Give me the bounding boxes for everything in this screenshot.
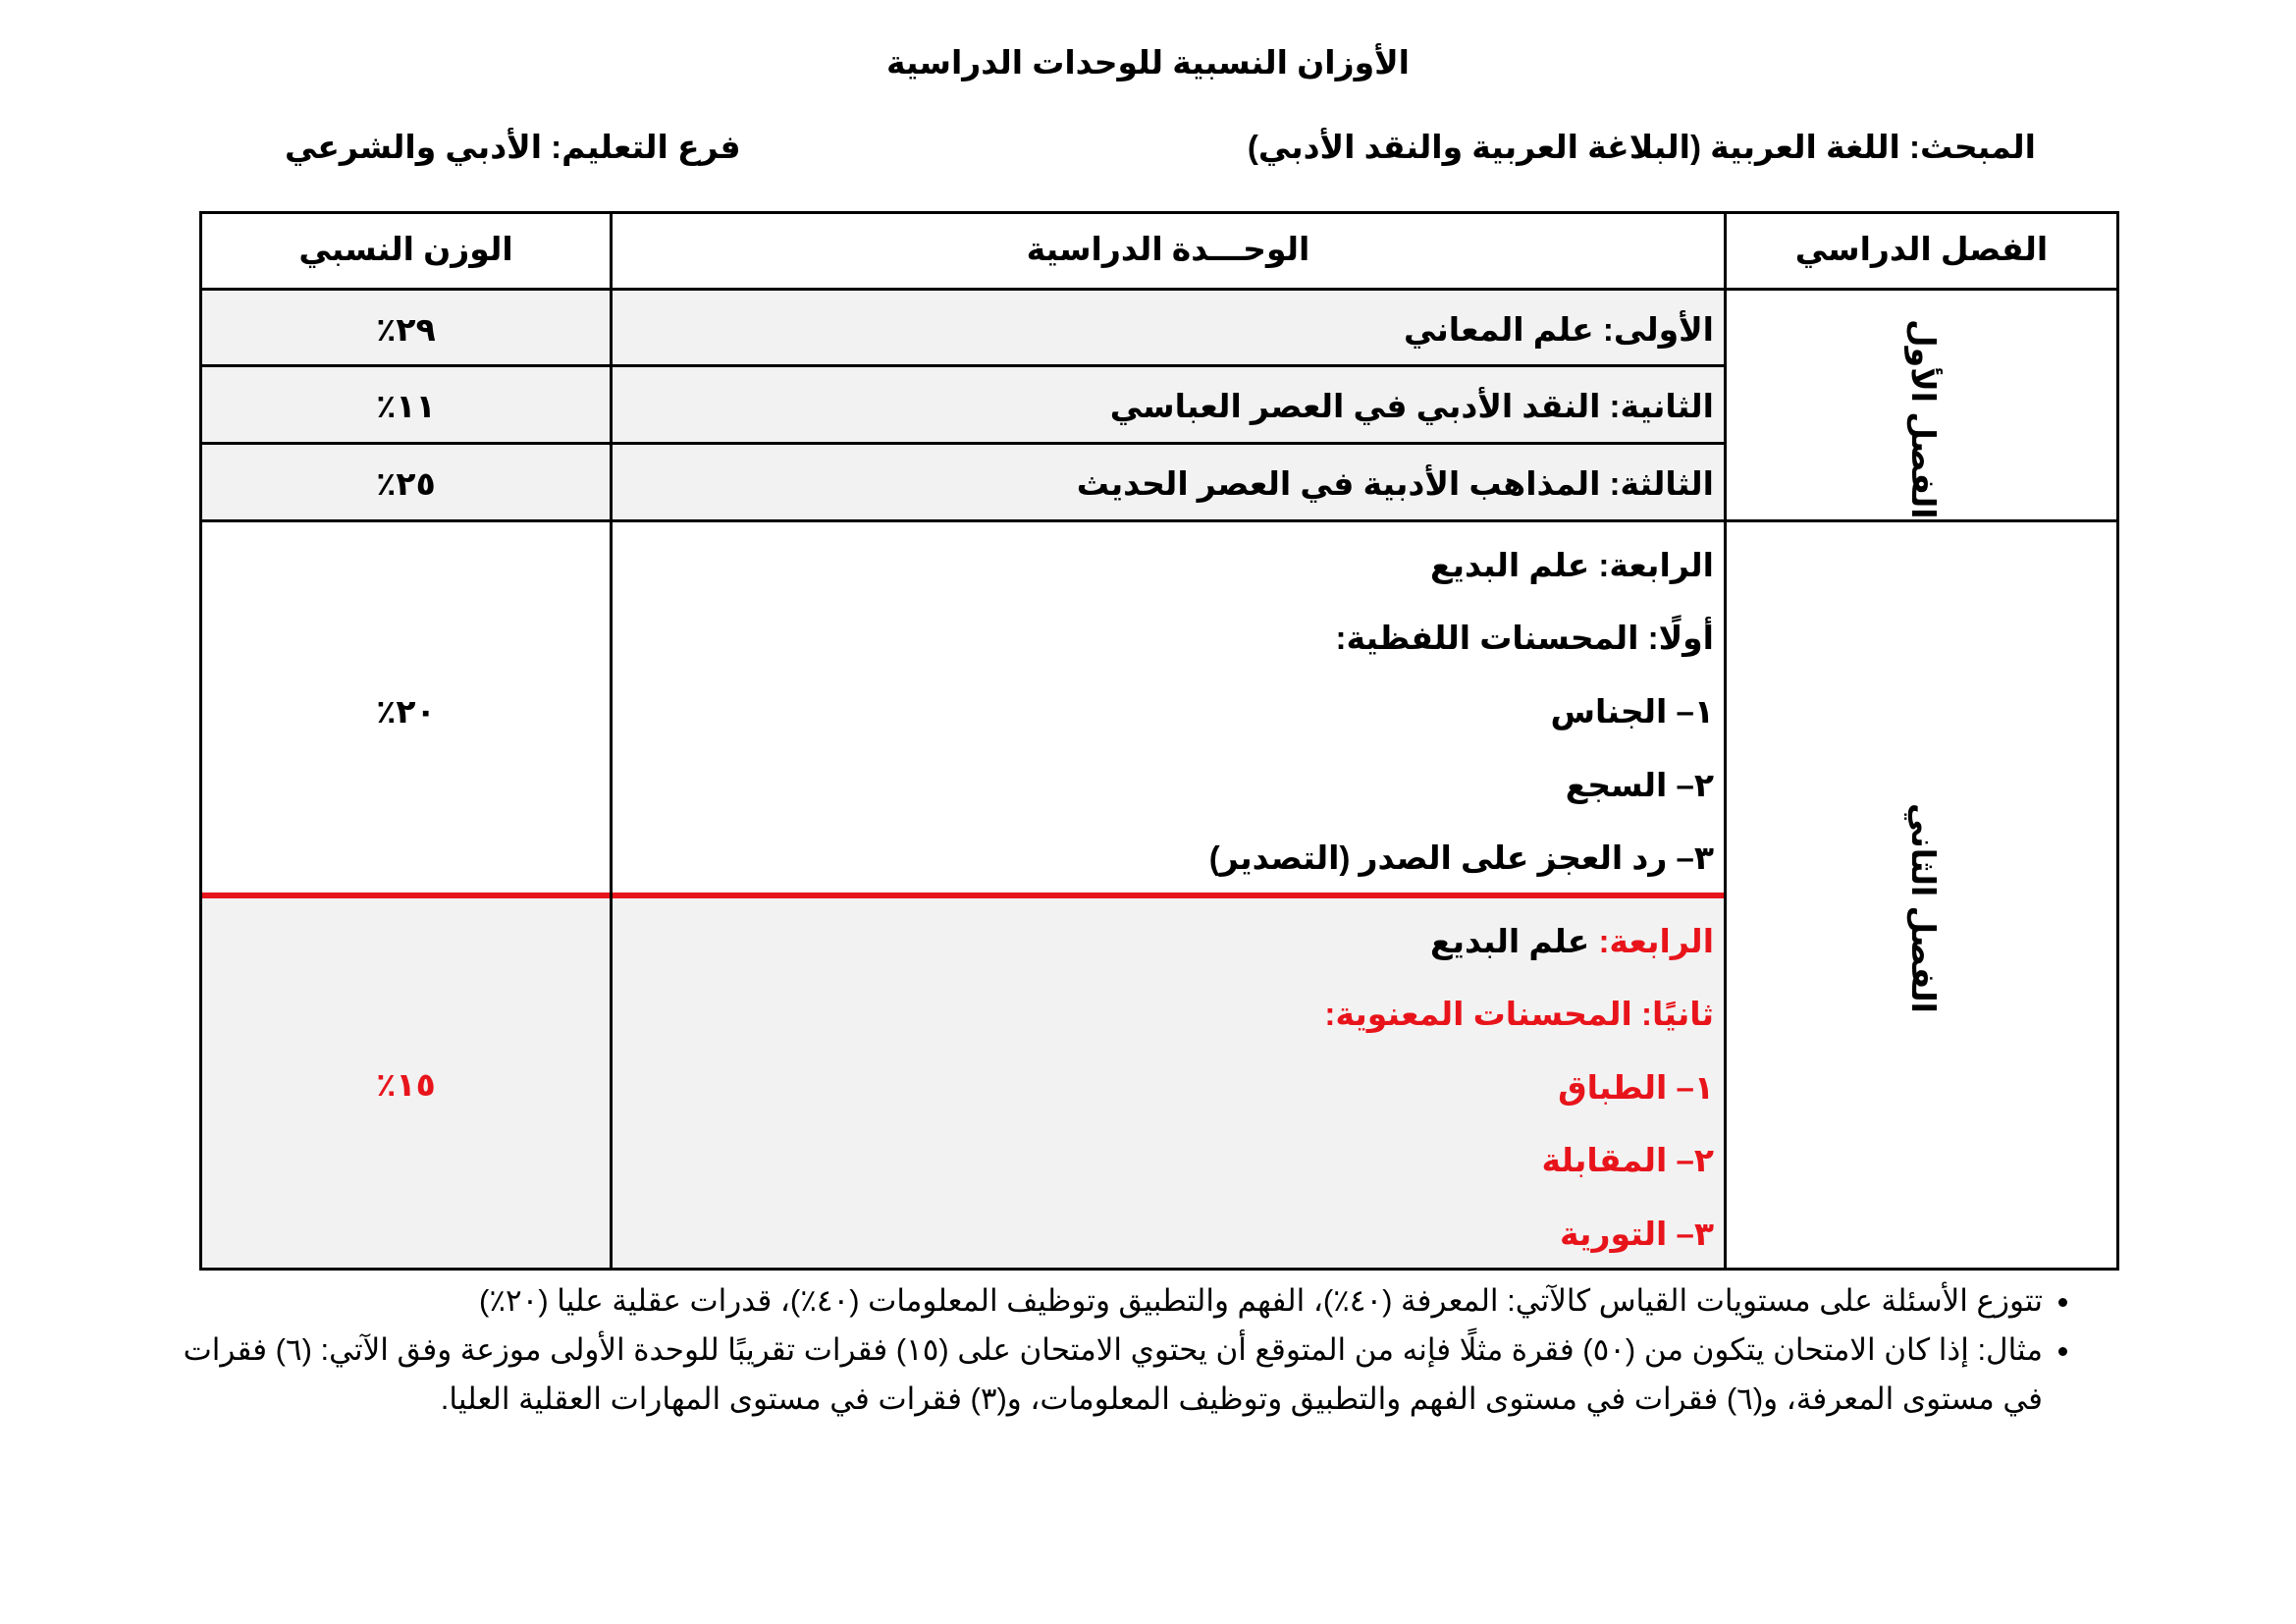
row-divider <box>199 442 1727 445</box>
branch-label: فرع التعليم: الأدبي والشرعي <box>285 129 741 165</box>
block-a-line: ٣– رد العجز على الصدر (التصدير) <box>1208 839 1714 876</box>
block-b-label-rest: علم البديع <box>1430 923 1599 959</box>
term1-label: الفصل الأول <box>1905 319 1942 519</box>
block-b-line: ١– الطباق <box>1558 1069 1714 1106</box>
red-split-line <box>202 893 1727 898</box>
row-divider <box>199 364 1727 367</box>
block-a-line: أولًا: المحسنات اللفظية: <box>1335 620 1714 656</box>
header-divider <box>199 288 2119 291</box>
term-divider <box>199 519 2119 522</box>
block-b-heading <box>1430 922 1714 960</box>
weight-row-3: ٢٥٪ <box>376 465 436 502</box>
unit-row-3: الثالثة: المذاهب الأدبية في العصر الحديث <box>1076 465 1714 502</box>
unit-row-1: الأولى: علم المعاني <box>1403 311 1714 348</box>
block-b-label-red: الرابعة: <box>1598 923 1714 959</box>
weights-table <box>199 211 2119 1271</box>
notes-list <box>158 1276 2082 1424</box>
weight-row-1: ٢٩٪ <box>376 311 436 348</box>
block-a-line: الرابعة: علم البديع <box>1430 547 1714 583</box>
header-weight: الوزن النسبي <box>298 231 513 267</box>
note-item: • مثال: إذا كان الامتحان يتكون من (٥٠) فقرة مثلًا فإنه من المتوقع أن يحتوي الامتحان على (١٥) فقرات تقريبًا للوحدة الأولى موزعة وفق الآتي: (٦) فقرات في مستوى المعرفة، و(٦) فقرات في مستوى الفهم والتطبيق وتوظيف المعلومات، و(٣) فقرات في مستوى المهارات العقلية العليا. <box>158 1326 2043 1424</box>
weight-row-2: ١١٪ <box>376 388 436 424</box>
term2-label: الفصل الثاني <box>1905 803 1942 1013</box>
block-a-line: ١– الجناس <box>1550 693 1714 730</box>
header-term: الفصل الدراسي <box>1794 231 2049 267</box>
block-a-line: ٢– السجع <box>1565 767 1714 803</box>
weight-block-b: ١٥٪ <box>376 1066 436 1103</box>
note-item: • تتوزع الأسئلة على مستويات القياس كالآتي: المعرفة (٤٠٪)، الفهم والتطبيق وتوظيف المعلومات (٤٠٪)، قدرات عقلية عليا (٢٠٪) <box>158 1276 2043 1326</box>
weight-block-a: ٢٠٪ <box>376 693 436 730</box>
block-b-line: ٣– التورية <box>1560 1216 1714 1252</box>
page-title: الأوزان النسبية للوحدات الدراسية <box>886 44 1410 81</box>
header-unit: الوحـــدة الدراسية <box>1026 231 1310 267</box>
col-divider <box>1724 211 1727 1271</box>
col-divider <box>610 211 613 1271</box>
unit-row-2: الثانية: النقد الأدبي في العصر العباسي <box>1109 388 1714 424</box>
block-b-line: ٢– المقابلة <box>1541 1142 1714 1178</box>
subject-label: المبحث: اللغة العربية (البلاغة العربية والنقد الأدبي) <box>1247 129 2036 165</box>
block-b-line: ثانيًا: المحسنات المعنوية: <box>1324 996 1714 1032</box>
